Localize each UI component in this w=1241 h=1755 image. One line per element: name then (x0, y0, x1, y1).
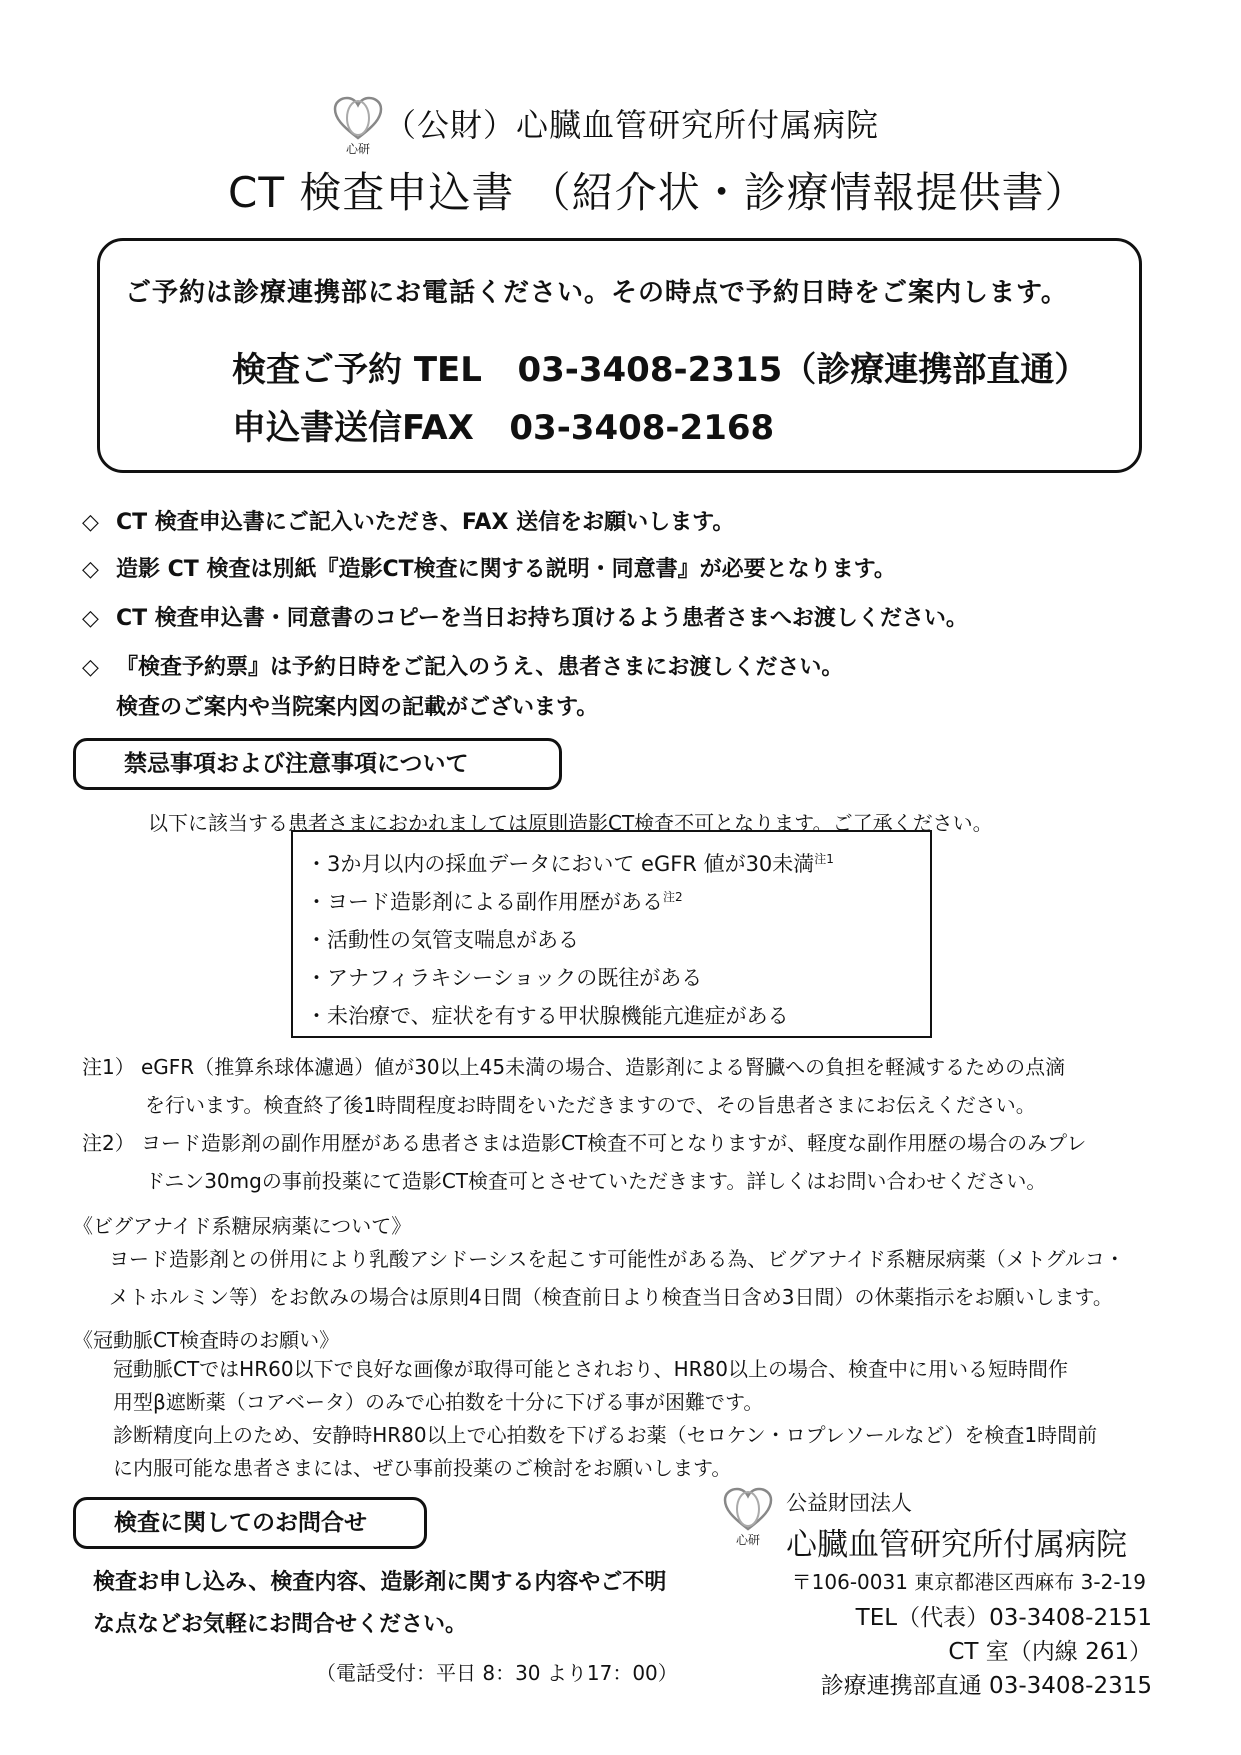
ct-room: CT 室（内線 261） (948, 1639, 1152, 1665)
contra-item: ・未治療で、症状を有する甲状腺機能亢進症がある (306, 1004, 789, 1028)
diamond-icon: ◇ (82, 510, 99, 535)
coronary-line: に内服可能な患者さまには、ぜひ事前投薬のご検討をお願いします。 (113, 1456, 732, 1480)
org-type: 公益財団法人 (786, 1491, 912, 1515)
address: 〒106-0031 東京都港区西麻布 3-2-19 (791, 1570, 1146, 1594)
biguanide-line: メトホルミン等）をお飲みの場合は原則4日間（検査前日より検査当日含め3日間）の休薬指示をお願いします。 (109, 1285, 1113, 1309)
inquiry-heading: 検査に関してのお問合せ (73, 1497, 427, 1549)
footer-logo (722, 1487, 774, 1549)
page-title: CT 検査申込書 （紹介状・診療情報提供書） (228, 168, 1088, 217)
note-1-line: を行います。検査終了後1時間程度お時間をいただきますので、その旨患者さまにお伝えください。 (145, 1093, 1036, 1117)
note-1-line: eGFR（推算糸球体濾過）値が30以上45未満の場合、造影剤による腎臓への負担を軽減するための点滴 (141, 1055, 1066, 1079)
org-name: 心臓血管研究所付属病院 (786, 1527, 1127, 1563)
diamond-icon: ◇ (82, 606, 99, 631)
contra-item: ・活動性の気管支喘息がある (306, 928, 579, 952)
inquiry-line: 検査お申し込み、検査内容、造影剤に関する内容やご不明 (93, 1570, 667, 1595)
inquiry-hours: （電話受付：平日 8：30 より17：00） (316, 1661, 678, 1685)
logo-caption: 心研 (345, 142, 370, 156)
fax-number: 03-3408-2168 (509, 408, 775, 448)
bullet-item-continuation: 検査のご案内や当院案内図の記載がございます。 (116, 695, 599, 720)
tel-number: 03-3408-2315（診療連携部直通） (517, 350, 1089, 390)
note-1-label: 注1） (82, 1055, 135, 1079)
coronary-line: 冠動脈CTではHR60以下で良好な画像が取得可能とされおり、HR80以上の場合、検査中に用いる短時間作 (113, 1357, 1068, 1381)
logo-caption: 心研 (735, 1533, 760, 1547)
note-ref: 注1 (814, 852, 834, 866)
inquiry-line: な点などお気軽にお問合せください。 (93, 1612, 468, 1637)
heart-logo-icon (332, 96, 384, 142)
fax-label: 申込書送信FAX (232, 408, 474, 448)
note-2-line: ドニン30mgの事前投薬にて造影CT検査可とさせていただきます。詳しくはお問い合わせください。 (145, 1169, 1047, 1193)
contra-heading: 禁忌事項および注意事項について (73, 738, 562, 790)
contra-item: ・3か月以内の採血データにおいて eGFR 値が30未満$^{注1}$ (306, 852, 834, 876)
bullet-item: ◇ 造影 CT 検査は別紙『造影CT検査に関する説明・同意書』が必要となります。 (82, 557, 896, 582)
booking-fax (232, 400, 774, 449)
contra-item: ・アナフィラキシーショックの既往がある (306, 966, 703, 990)
hospital-logo (332, 96, 384, 158)
note-2-line: ヨード造影剤の副作用歴がある患者さまは造影CT検査不可となりますが、軽度な副作用歴の場合のみプレ (141, 1131, 1087, 1155)
heart-logo-icon (722, 1487, 774, 1533)
hospital-name: （公財）心臓血管研究所付属病院 (384, 106, 880, 144)
booking-tel (232, 342, 1088, 391)
note-ref: 注2 (663, 890, 683, 904)
booking-notice: ご予約は診療連携部にお電話ください。その時点で予約日時をご案内します。 (125, 278, 1068, 308)
coronary-line: 診断精度向上のため、安静時HR80以上で心拍数を下げるお薬（セロケン・ロプレソールなど）を検査1時間前 (113, 1423, 1098, 1447)
diamond-icon: ◇ (82, 655, 99, 680)
coronary-line: 用型β遮断薬（コアベータ）のみで心拍数を十分に下げる事が困難です。 (113, 1390, 764, 1414)
bullet-item: ◇ CT 検査申込書・同意書のコピーを当日お持ち頂けるよう患者さまへお渡しください。 (82, 606, 968, 631)
biguanide-heading: 《ビグアナイド系糖尿病薬について》 (73, 1214, 412, 1238)
tel-label: 検査ご予約 TEL (232, 350, 482, 390)
bullet-item: ◇ 『検査予約票』は予約日時をご記入のうえ、患者さまにお渡しください。 (82, 655, 844, 680)
coronary-heading: 《冠動脈CT検査時のお願い》 (73, 1328, 340, 1352)
note-2-label: 注2） (82, 1131, 135, 1155)
contra-item: ・ヨード造影剤による副作用歴がある$^{注2}$ (306, 890, 683, 914)
bullet-item: ◇ CT 検査申込書にご記入いただき、FAX 送信をお願いします。 (82, 510, 735, 535)
tel-main: TEL（代表）03-3408-2151 (855, 1605, 1152, 1631)
contra-intro: 以下に該当する患者さまにおかれましては原則造影CT検査不可となります。ご了承ください。 (148, 811, 993, 835)
biguanide-line: ヨード造影剤との併用により乳酸アシドーシスを起こす可能性がある為、ビグアナイド系糖尿病薬（メトグルコ・ (109, 1247, 1125, 1271)
direct-line: 診療連携部直通 03-3408-2315 (820, 1673, 1152, 1699)
diamond-icon: ◇ (82, 557, 99, 582)
